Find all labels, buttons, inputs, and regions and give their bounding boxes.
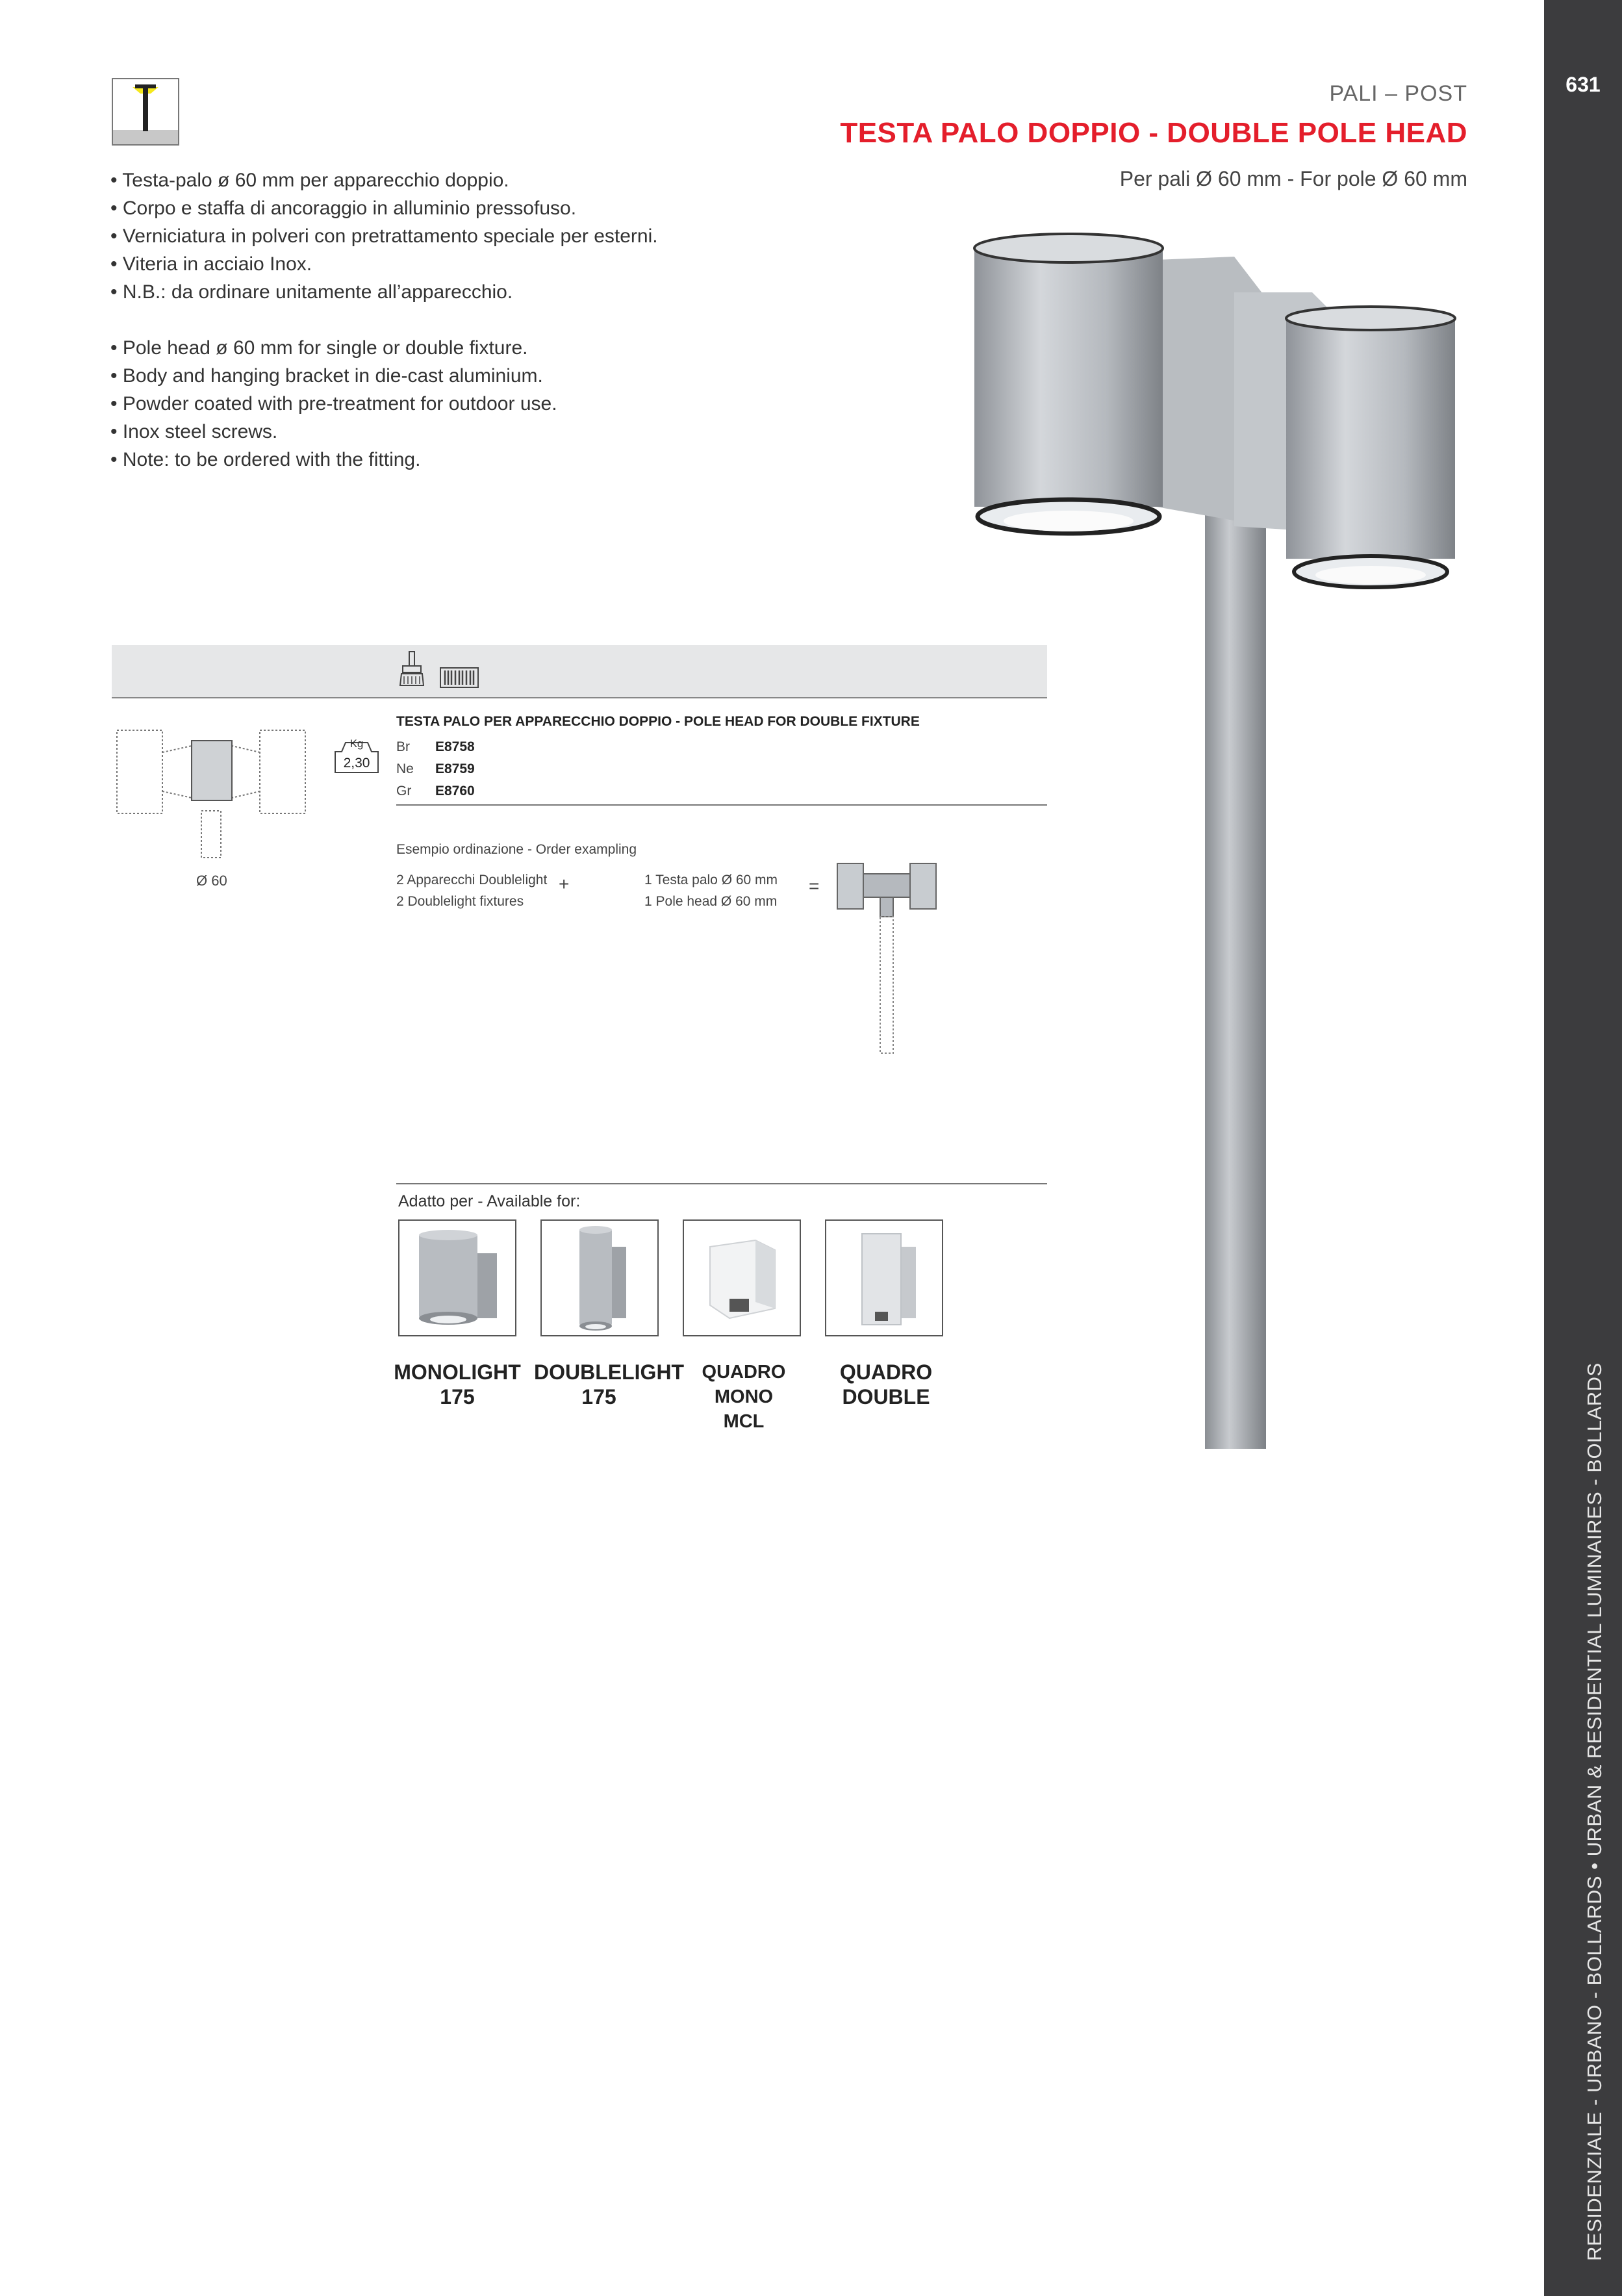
weight-unit: Kg	[349, 737, 364, 750]
plus-sign: +	[559, 874, 570, 894]
weight-icon	[334, 736, 379, 775]
monolight-thumbnail	[398, 1219, 516, 1336]
desc-line: • Inox steel screws.	[110, 421, 278, 442]
technical-drawing	[114, 726, 309, 863]
desc-line: • N.B.: da ordinare unitamente all’apparecchio.	[110, 281, 513, 303]
quadro-double-thumbnail	[825, 1219, 943, 1336]
weight-value: 2,30	[343, 756, 370, 771]
variant-color: Ne	[396, 761, 414, 776]
order-right	[644, 869, 778, 912]
order-left	[396, 869, 547, 912]
divider	[396, 804, 1047, 806]
barcode-icon	[440, 667, 479, 691]
order-result-drawing	[835, 861, 939, 1056]
available-item-line2: DOUBLE	[842, 1385, 930, 1409]
quadro-mono-thumbnail	[683, 1219, 801, 1336]
variant-code: E8759	[435, 761, 475, 776]
desc-line: • Testa-palo ø 60 mm per apparecchio doppio.	[110, 170, 509, 191]
order-left-line: 2 Doublelight fixtures	[396, 894, 524, 909]
available-item-line1: QUADRO	[839, 1360, 933, 1384]
order-left-line: 2 Apparecchi Doublelight	[396, 873, 548, 887]
variant-code: E8758	[435, 739, 475, 754]
available-title: Adatto per - Available for:	[398, 1192, 581, 1210]
available-item	[679, 1360, 809, 1434]
product-name: TESTA PALO PER APPARECCHIO DOPPIO - POLE HEAD FOR DOUBLE FIXTURE	[396, 714, 920, 729]
available-item-line1: MONOLIGHT	[394, 1360, 521, 1384]
available-item-line1: QUADRO MONO	[702, 1362, 786, 1407]
available-item	[534, 1360, 685, 1409]
equals-sign: =	[809, 876, 820, 896]
doublelight-thumbnail	[540, 1219, 659, 1336]
variant-code: E8760	[435, 784, 475, 798]
available-item-line2: 175	[440, 1385, 475, 1409]
desc-line: • Powder coated with pre-treatment for outdoor use.	[110, 393, 557, 415]
desc-line: • Pole head ø 60 mm for single or double fixture.	[110, 337, 528, 359]
desc-line: • Verniciatura in polveri con pretrattamento speciale per esterni.	[110, 225, 658, 247]
install-brush-icon	[398, 650, 426, 691]
available-item-line1: DOUBLELIGHT	[534, 1360, 685, 1384]
variant-row	[396, 736, 475, 758]
page-title: TESTA PALO DOPPIO - DOUBLE POLE HEAD	[840, 117, 1467, 149]
available-item	[821, 1360, 951, 1409]
variant-color: Gr	[396, 784, 412, 798]
double-pole-head-photo	[961, 221, 1481, 1449]
desc-line: • Corpo e staffa di ancoraggio in alluminio pressofuso.	[110, 198, 577, 219]
variant-row	[396, 758, 475, 780]
description-english	[110, 334, 557, 474]
desc-line: • Note: to be ordered with the fitting.	[110, 449, 421, 470]
available-item-line2: MCL	[723, 1411, 765, 1432]
available-item-line2: 175	[581, 1385, 616, 1409]
page-subtitle: Per pali Ø 60 mm - For pole Ø 60 mm	[1119, 167, 1467, 190]
order-right-line: 1 Testa palo Ø 60 mm	[644, 873, 778, 887]
variant-row	[396, 780, 475, 802]
table-header	[112, 645, 1047, 698]
section-label: PALI – POST	[1329, 81, 1467, 106]
description-italian	[110, 166, 658, 306]
desc-line: • Body and hanging bracket in die-cast aluminium.	[110, 365, 543, 387]
variant-color: Br	[396, 739, 410, 754]
page-number: 631	[1565, 73, 1601, 96]
diameter-label: Ø 60	[196, 873, 227, 889]
available-item	[392, 1360, 522, 1409]
divider	[396, 1183, 1047, 1184]
pole-category-icon	[112, 78, 179, 146]
variant-list	[396, 736, 475, 802]
order-right-line: 1 Pole head Ø 60 mm	[644, 894, 778, 909]
desc-line: • Viteria in acciaio Inox.	[110, 253, 312, 275]
order-example-title: Esempio ordinazione - Order exampling	[396, 842, 637, 857]
side-category-text: RESIDENZIALE - URBANO - BOLLARDS • URBAN & RESIDENTIAL LUMINAIRES - BOLLARDS	[1583, 1362, 1606, 2261]
